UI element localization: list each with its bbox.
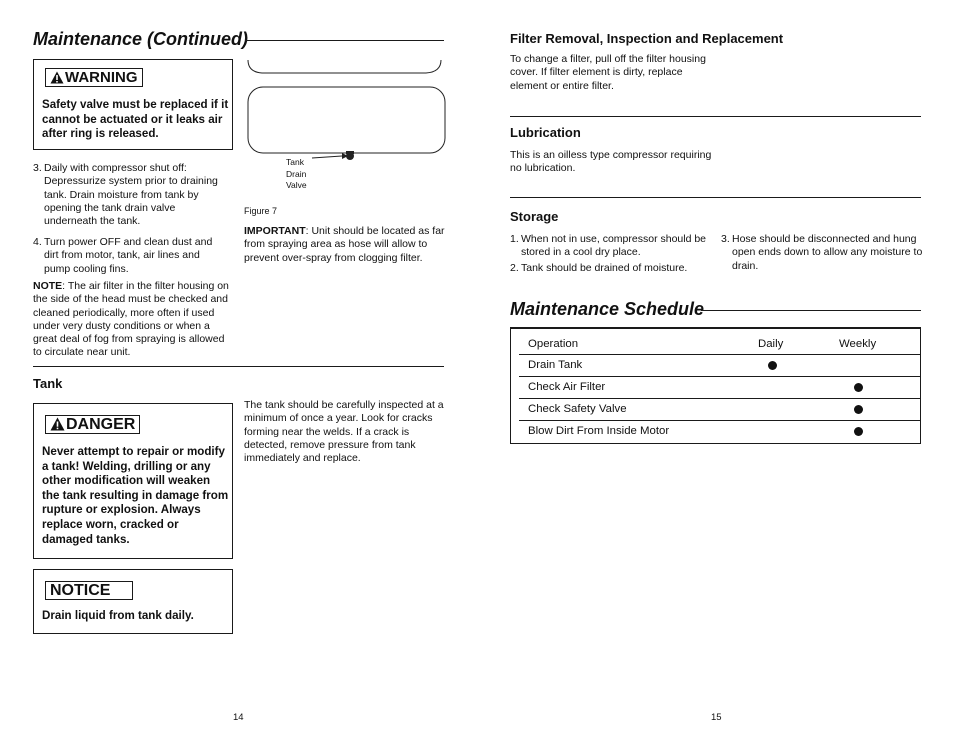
- danger-text: Never attempt to repair or modify a tank! Welding, drilling or any other modification will weaken the tank resulting in damage from rupture or explosion. Always replace worn, cracked or damaged tanks.: [42, 445, 229, 546]
- tank-rule: [33, 366, 444, 367]
- warning-text: Safety valve must be replaced if it cannot be actuated or it leaks air after ring is released.: [42, 98, 229, 141]
- danger-label: DANGER: [66, 416, 136, 433]
- storage-item-3-number: 3.: [721, 233, 730, 245]
- schedule-row-4: [511, 421, 920, 443]
- lubrication-rule: [510, 116, 921, 117]
- schedule-row-2: [511, 377, 920, 399]
- danger-triangle-icon: [50, 417, 65, 431]
- important-text: : Unit should be located as far from spraying area as hose will allow to prevent over-spray from clogging filter.: [244, 225, 445, 264]
- danger-box: [33, 403, 233, 559]
- left-page-number: 14: [233, 712, 244, 723]
- storage-item-2: [510, 262, 712, 275]
- notice-box: [33, 569, 233, 634]
- notice-badge: NOTICE: [45, 581, 133, 600]
- storage-item-1-number: 1.: [510, 233, 519, 245]
- filter-heading: Filter Removal, Inspection and Replacement: [510, 31, 784, 46]
- note-label: NOTE: [33, 280, 63, 292]
- row-3-weekly-dot: [854, 405, 863, 414]
- storage-item-2-text: Tank should be drained of moisture.: [521, 262, 688, 274]
- warning-label: WARNING: [65, 69, 138, 86]
- schedule-row-1: [511, 355, 920, 377]
- important-paragraph: [244, 225, 446, 265]
- row-2-weekly-dot: [854, 383, 863, 392]
- label-line-2: Drain: [286, 168, 307, 179]
- tank-heading: Tank: [33, 376, 63, 391]
- step-3-number: 3.: [33, 162, 42, 174]
- schedule-table: [510, 327, 921, 444]
- step-3-text: Daily with compressor shut off: Depressurize system prior to draining tank. Drain moisture from tank by opening the tank drain valve underneath the tank.: [44, 162, 218, 228]
- tank-drain-valve-label: [286, 157, 307, 192]
- figure-caption: Figure 7: [244, 206, 278, 216]
- schedule-title: Maintenance Schedule: [510, 299, 705, 319]
- storage-item-2-number: 2.: [510, 262, 519, 274]
- lubrication-text: This is an oilless type compressor requiring no lubrication.: [510, 149, 712, 175]
- filter-text: To change a filter, pull off the filter housing cover. If filter element is dirty, replace element or entire filter.: [510, 53, 706, 92]
- label-line-1: Tank: [286, 157, 304, 167]
- important-label: IMPORTANT: [244, 225, 306, 237]
- row-2-operation: Check Air Filter: [528, 381, 606, 393]
- tank-figure: [240, 56, 450, 196]
- label-line-3: Valve: [286, 180, 307, 190]
- notice-text: Drain liquid from tank daily.: [42, 609, 194, 622]
- storage-item-1: [510, 233, 712, 260]
- lubrication-heading: Lubrication: [510, 125, 581, 140]
- row-1-daily-dot: [768, 361, 777, 370]
- schedule-row-3: [511, 399, 920, 421]
- storage-item-1-text: When not in use, compressor should be stored in a cool dry place.: [521, 233, 707, 259]
- danger-badge: [45, 415, 140, 434]
- warning-box: [33, 59, 233, 150]
- header-operation: Operation: [528, 338, 579, 350]
- step-4-number: 4.: [33, 236, 42, 248]
- storage-item-3-text: Hose should be disconnected and hung open ends down to allow any moisture to drain.: [732, 233, 923, 272]
- row-3-operation: Check Safety Valve: [528, 403, 627, 415]
- schedule-header-row: [511, 333, 920, 355]
- note-text: : The air filter in the filter housing on the side of the head must be checked and cleaned periodically, more often if used under very dusty conditions or when a great deal of fog from spraying is allowed to circulate near unit.: [33, 280, 229, 359]
- note-paragraph: [33, 280, 233, 360]
- right-page-number: 15: [711, 712, 722, 723]
- left-section-title: Maintenance (Continued): [33, 29, 248, 49]
- warning-badge: [45, 68, 143, 87]
- warning-triangle-icon: [50, 71, 64, 84]
- storage-rule: [510, 197, 921, 198]
- step-4: [33, 236, 228, 276]
- storage-item-3: [721, 233, 923, 273]
- step-3: [33, 162, 228, 228]
- row-4-weekly-dot: [854, 427, 863, 436]
- storage-heading: Storage: [510, 209, 559, 224]
- tank-inspection-text: The tank should be carefully inspected at a minimum of once a year. Look for cracks forming near the welds. If a crack is detected, remove pressure from tank immediately and replace.: [244, 399, 444, 465]
- header-daily: Daily: [758, 338, 784, 350]
- header-weekly: Weekly: [839, 338, 877, 350]
- step-4-text: Turn power OFF and clean dust and dirt from motor, tank, air lines and pump cooling fins.: [44, 236, 213, 275]
- row-1-operation: Drain Tank: [528, 359, 583, 371]
- schedule-title-rule: [701, 310, 921, 311]
- row-4-operation: Blow Dirt From Inside Motor: [528, 425, 670, 437]
- title-rule: [245, 40, 444, 41]
